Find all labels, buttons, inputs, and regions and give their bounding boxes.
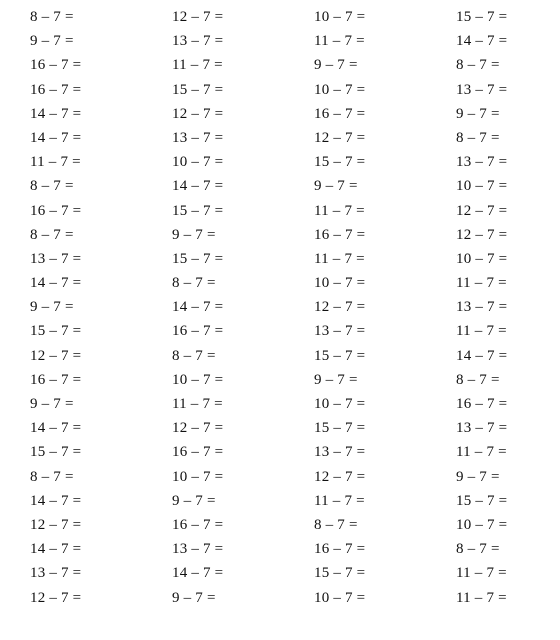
subtraction-problem: 15 – 7 = [456,492,508,509]
subtraction-problem: 14 – 7 = [172,565,224,582]
subtraction-problem: 10 – 7 = [314,9,366,25]
subtraction-problem: 11 – 7 = [456,565,507,582]
subtraction-problem: 14 – 7 = [30,492,82,509]
subtraction-problem: 12 – 7 = [30,347,82,364]
subtraction-problem: 15 – 7 = [172,81,224,98]
subtraction-problem: 12 – 7 = [314,129,366,146]
subtraction-problem: 9 – 7 = [172,226,216,243]
subtraction-problem: 13 – 7 = [172,33,224,50]
subtraction-problem: 15 – 7 = [172,202,224,219]
subtraction-problem: 16 – 7 = [172,323,224,340]
subtraction-problem: 15 – 7 = [456,9,508,25]
subtraction-problem: 11 – 7 = [456,444,507,461]
subtraction-problem: 12 – 7 = [456,226,508,243]
subtraction-problem: 16 – 7 = [172,516,224,533]
subtraction-problem: 14 – 7 = [456,33,508,50]
subtraction-problem: 9 – 7 = [172,589,216,606]
subtraction-problem-grid [30,5,556,610]
subtraction-problem: 16 – 7 = [314,105,366,122]
subtraction-problem: 11 – 7 = [30,154,81,171]
subtraction-problem: 10 – 7 = [314,589,366,606]
subtraction-problem: 16 – 7 = [30,202,82,219]
subtraction-problem: 11 – 7 = [456,323,507,340]
subtraction-problem: 16 – 7 = [30,371,82,388]
subtraction-problem: 15 – 7 = [314,420,366,437]
subtraction-problem: 15 – 7 = [314,154,366,171]
subtraction-problem: 13 – 7 = [456,420,508,437]
subtraction-problem: 14 – 7 = [30,541,82,558]
subtraction-problem: 16 – 7 = [30,81,82,98]
subtraction-problem: 15 – 7 = [314,347,366,364]
subtraction-problem: 10 – 7 = [314,275,366,292]
subtraction-problem: 13 – 7 = [314,323,366,340]
subtraction-problem: 15 – 7 = [30,444,82,461]
subtraction-problem: 14 – 7 = [30,275,82,292]
subtraction-problem: 13 – 7 = [456,81,508,98]
subtraction-problem: 13 – 7 = [30,565,82,582]
subtraction-problem: 10 – 7 = [172,468,224,485]
subtraction-problem: 14 – 7 = [30,420,82,437]
subtraction-problem: 11 – 7 = [314,250,365,267]
subtraction-problem: 8 – 7 = [456,371,500,388]
subtraction-problem: 10 – 7 = [314,81,366,98]
subtraction-problem: 12 – 7 = [30,516,82,533]
subtraction-problem: 13 – 7 = [172,541,224,558]
subtraction-problem: 16 – 7 = [314,226,366,243]
subtraction-problem: 11 – 7 = [314,202,365,219]
subtraction-problem: 14 – 7 = [172,299,224,316]
subtraction-problem: 12 – 7 = [314,468,366,485]
subtraction-problem: 15 – 7 = [172,250,224,267]
subtraction-problem: 12 – 7 = [172,420,224,437]
subtraction-problem: 13 – 7 = [456,299,508,316]
subtraction-problem: 9 – 7 = [30,33,74,50]
subtraction-problem: 14 – 7 = [30,105,82,122]
subtraction-problem: 11 – 7 = [172,396,223,412]
subtraction-problem: 9 – 7 = [30,396,74,412]
subtraction-problem: 12 – 7 = [314,299,366,316]
subtraction-problem: 12 – 7 = [456,202,508,219]
subtraction-problem: 9 – 7 = [314,178,358,195]
subtraction-problem: 11 – 7 = [172,57,223,74]
subtraction-problem: 12 – 7 = [172,9,224,25]
subtraction-problem: 8 – 7 = [30,9,74,25]
subtraction-problem: 14 – 7 = [172,178,224,195]
subtraction-problem: 13 – 7 = [30,250,82,267]
subtraction-problem: 8 – 7 = [172,275,216,292]
subtraction-problem: 13 – 7 = [314,444,366,461]
subtraction-problem: 9 – 7 = [456,105,500,122]
subtraction-problem: 13 – 7 = [172,129,224,146]
subtraction-problem: 10 – 7 = [456,178,508,195]
subtraction-problem: 12 – 7 = [172,105,224,122]
subtraction-problem: 16 – 7 = [314,541,366,558]
subtraction-problem: 10 – 7 = [172,154,224,171]
subtraction-problem: 8 – 7 = [30,178,74,195]
subtraction-problem: 11 – 7 = [314,33,365,50]
subtraction-problem: 16 – 7 = [172,444,224,461]
subtraction-problem: 12 – 7 = [30,589,82,606]
subtraction-problem: 11 – 7 = [456,589,507,606]
subtraction-problem: 15 – 7 = [30,323,82,340]
subtraction-problem: 8 – 7 = [172,347,216,364]
subtraction-problem: 9 – 7 = [314,371,358,388]
subtraction-problem: 13 – 7 = [456,154,508,171]
subtraction-problem: 8 – 7 = [456,541,500,558]
subtraction-problem: 15 – 7 = [314,565,366,582]
subtraction-problem: 9 – 7 = [30,299,74,316]
subtraction-problem: 8 – 7 = [456,129,500,146]
subtraction-problem: 10 – 7 = [456,250,508,267]
subtraction-problem: 9 – 7 = [456,468,500,485]
subtraction-problem: 10 – 7 = [314,396,366,412]
subtraction-problem: 14 – 7 = [456,347,508,364]
subtraction-problem: 10 – 7 = [456,516,508,533]
subtraction-problem: 16 – 7 = [456,396,508,412]
subtraction-problem: 8 – 7 = [456,57,500,74]
subtraction-problem: 10 – 7 = [172,371,224,388]
subtraction-problem: 14 – 7 = [30,129,82,146]
subtraction-problem: 8 – 7 = [30,468,74,485]
subtraction-problem: 11 – 7 = [314,492,365,509]
subtraction-problem: 11 – 7 = [456,275,507,292]
subtraction-problem: 9 – 7 = [172,492,216,509]
subtraction-problem: 16 – 7 = [30,57,82,74]
subtraction-problem: 8 – 7 = [30,226,74,243]
subtraction-problem: 8 – 7 = [314,516,358,533]
subtraction-problem: 9 – 7 = [314,57,358,74]
